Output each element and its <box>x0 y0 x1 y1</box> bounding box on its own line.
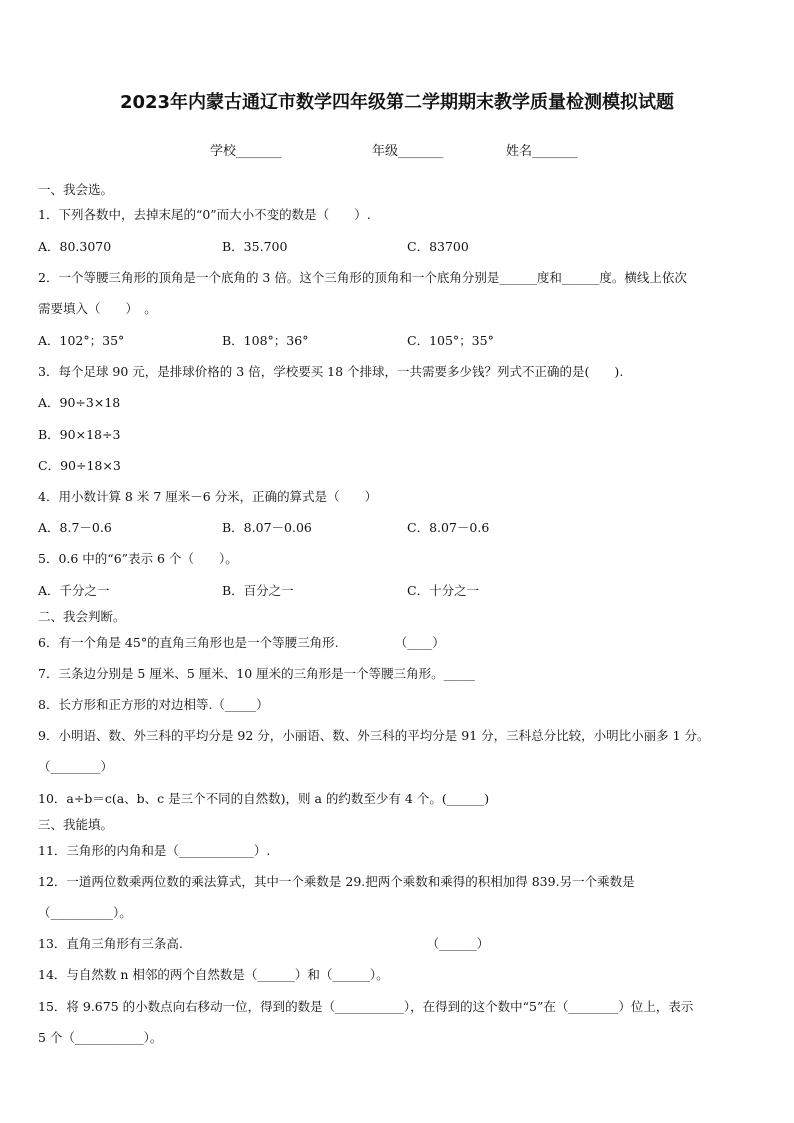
question-3: 3．每个足球 90 元，是排球价格的 3 倍，学校要买 18 个排球，一共需要多少钱？列式不正确的是( ). <box>38 364 624 379</box>
q3-option-c: C．90÷18×3 <box>38 458 121 473</box>
q2-option-b: B．108°；36° <box>222 333 309 348</box>
q2-option-a: A．102°；35° <box>38 333 125 348</box>
question-13: 13．直角三角形有三条高. （______） <box>38 936 490 951</box>
q3-option-b: B．90×18÷3 <box>38 427 121 442</box>
grade-field: 年级_______ <box>372 144 444 159</box>
q5-option-b: B．百分之一 <box>222 583 294 598</box>
q4-option-b: B．8.07－0.06 <box>222 520 312 535</box>
q1-option-b: B．35.700 <box>222 239 288 254</box>
name-field: 姓名_______ <box>506 144 578 159</box>
question-9-line-1: 9．小明语、数、外三科的平均分是 92 分，小丽语、数、外三科的平均分是 91 分，三科总分比较，小明比小丽多 1 分。 <box>38 728 710 743</box>
question-8: 8．长方形和正方形的对边相等.（_____） <box>38 697 269 712</box>
question-14: 14．与自然数 n 相邻的两个自然数是（______）和（______）。 <box>38 967 389 982</box>
question-15-line-2: 5 个（___________）。 <box>38 1030 163 1045</box>
q3-option-a: A．90÷3×18 <box>38 395 121 410</box>
question-4: 4．用小数计算 8 米 7 厘米－6 分米，正确的算式是（ ） <box>38 489 378 504</box>
school-field: 学校_______ <box>210 144 282 159</box>
question-15-line-1: 15．将 9.675 的小数点向右移动一位，得到的数是（___________），在得到的这个数中“5”在（________）位上，表示 <box>38 999 694 1014</box>
question-9-line-2: （________） <box>38 759 114 774</box>
question-10: 10．a÷b＝c(a、b、c 是三个不同的自然数)，则 a 的约数至少有 4 个。(______) <box>38 791 490 806</box>
question-2-line-2: 需要填入（ ） 。 <box>38 301 157 316</box>
q1-option-a: A．80.3070 <box>38 239 112 254</box>
q4-option-a: A．8.7－0.6 <box>38 520 112 535</box>
question-7: 7．三条边分别是 5 厘米、5 厘米、10 厘米的三角形是一个等腰三角形。_____ <box>38 666 475 681</box>
question-2-line-1: 2．一个等腰三角形的顶角是一个底角的 3 倍。这个三角形的顶角和一个底角分别是______度和______度。横线上依次 <box>38 270 687 285</box>
q5-option-c: C．十分之一 <box>407 583 480 598</box>
q2-option-c: C．105°；35° <box>407 333 494 348</box>
question-6: 6．有一个角是 45°的直角三角形也是一个等腰三角形. （____） <box>38 635 445 650</box>
q5-option-a: A．千分之一 <box>38 583 110 598</box>
section-heading-fill: 三、我能填。 <box>38 817 114 832</box>
q4-option-c: C．8.07－0.6 <box>407 520 490 535</box>
question-12-line-1: 12．一道两位数乘两位数的乘法算式，其中一个乘数是 29.把两个乘数和乘得的积相加得 839.另一个乘数是 <box>38 874 635 889</box>
section-heading-choice: 一、我会选。 <box>38 182 114 197</box>
question-5: 5．0.6 中的“6”表示 6 个（ ）。 <box>38 551 238 566</box>
q1-option-c: C．83700 <box>407 239 469 254</box>
question-1: 1．下列各数中，去掉末尾的“0”而大小不变的数是（ ）. <box>38 207 371 222</box>
section-heading-judge: 二、我会判断。 <box>38 609 126 624</box>
exam-title: 2023年内蒙古通辽市数学四年级第二学期期末教学质量检测模拟试题 <box>119 92 675 113</box>
question-12-line-2: （__________）。 <box>38 905 132 920</box>
question-11: 11．三角形的内角和是（____________）. <box>38 843 271 858</box>
